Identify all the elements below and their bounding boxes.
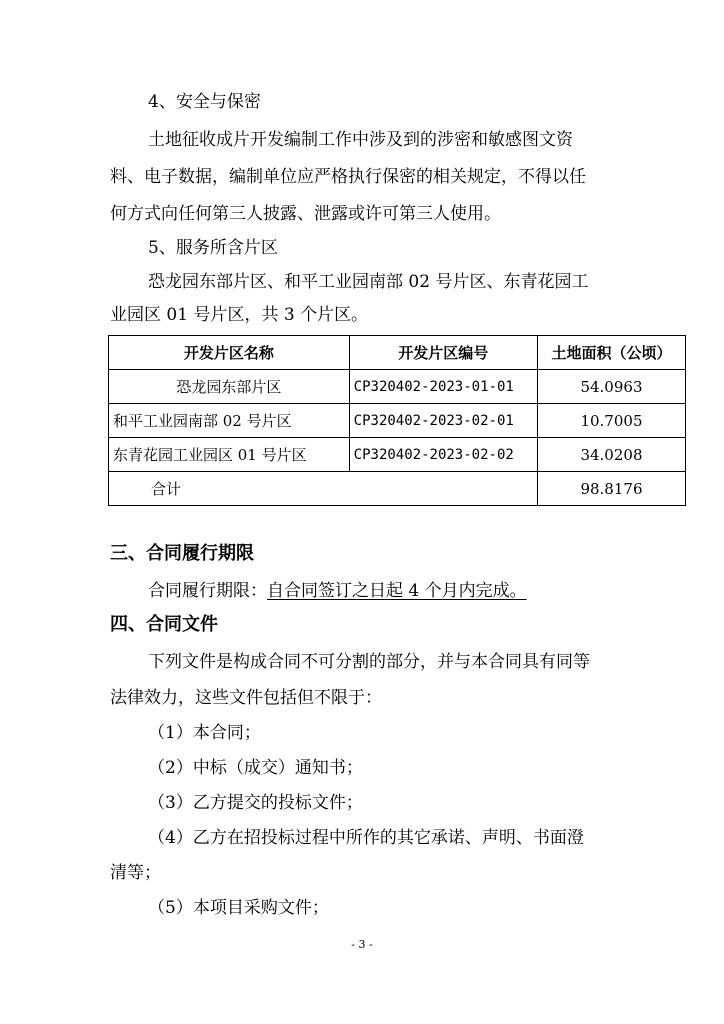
zones-line-2: 业园区 01 号片区，共 3 个片区。 <box>110 305 369 325</box>
security-line-1: 土地征收成片开发编制工作中涉及到的涉密和敏感图文资 <box>148 130 573 150</box>
zone-area-cell: 54.0963 <box>537 370 685 404</box>
security-line-2: 料、电子数据，编制单位应严格执行保密的相关规定，不得以任 <box>110 167 586 187</box>
zone-name-cell: 东青花园工业园区 01 号片区 <box>109 438 350 472</box>
zone-name-cell: 和平工业园南部 02 号片区 <box>109 404 350 438</box>
list-item: （4）乙方在招投标过程中所作的其它承诺、声明、书面澄 <box>148 828 584 848</box>
section-3-heading: 三、合同履行期限 <box>110 543 254 564</box>
list-item: （5）本项目采购文件； <box>148 898 329 918</box>
contract-term-value: 自合同签订之日起 4 个月内完成。 <box>267 581 527 601</box>
security-heading: 4、安全与保密 <box>148 92 261 112</box>
page-number: - 3 - <box>351 938 373 951</box>
zones-line-1: 恐龙园东部片区、和平工业园南部 02 号片区、东青花园工 <box>148 272 589 292</box>
table-row <box>109 370 686 404</box>
zone-name-cell: 恐龙园东部片区 <box>109 370 350 404</box>
list-item: （1）本合同； <box>148 723 261 743</box>
section-4-line-2: 法律效力，这些文件包括但不限于： <box>110 688 382 708</box>
zone-code-cell: CP320402-2023-02-02 <box>349 438 537 472</box>
zones-heading: 5、服务所含片区 <box>148 238 278 258</box>
zones-table <box>108 335 686 506</box>
table-row <box>109 438 686 472</box>
table-header-row <box>109 336 686 370</box>
zone-area-cell: 10.7005 <box>537 404 685 438</box>
zone-code-cell: CP320402-2023-01-01 <box>349 370 537 404</box>
table-total-row <box>109 472 686 506</box>
table-row <box>109 404 686 438</box>
header-land-area: 土地面积（公顷） <box>537 336 685 370</box>
section-4-heading: 四、合同文件 <box>110 614 218 635</box>
list-item: （3）乙方提交的投标文件； <box>148 793 363 813</box>
security-line-3: 何方式向任何第三人披露、泄露或许可第三人使用。 <box>110 204 501 224</box>
zone-code-cell: CP320402-2023-02-01 <box>349 404 537 438</box>
section-4-line-1: 下列文件是构成合同不可分割的部分，并与本合同具有同等 <box>148 652 590 672</box>
header-zone-name: 开发片区名称 <box>109 336 350 370</box>
total-label-cell: 合计 <box>109 472 538 506</box>
contract-term <box>148 580 527 602</box>
zone-area-cell: 34.0208 <box>537 438 685 472</box>
total-area-cell: 98.8176 <box>537 472 685 506</box>
header-zone-code: 开发片区编号 <box>349 336 537 370</box>
list-item: （2）中标（成交）通知书； <box>148 758 363 778</box>
list-item: 清等； <box>110 863 161 883</box>
contract-term-label: 合同履行期限： <box>148 581 267 601</box>
